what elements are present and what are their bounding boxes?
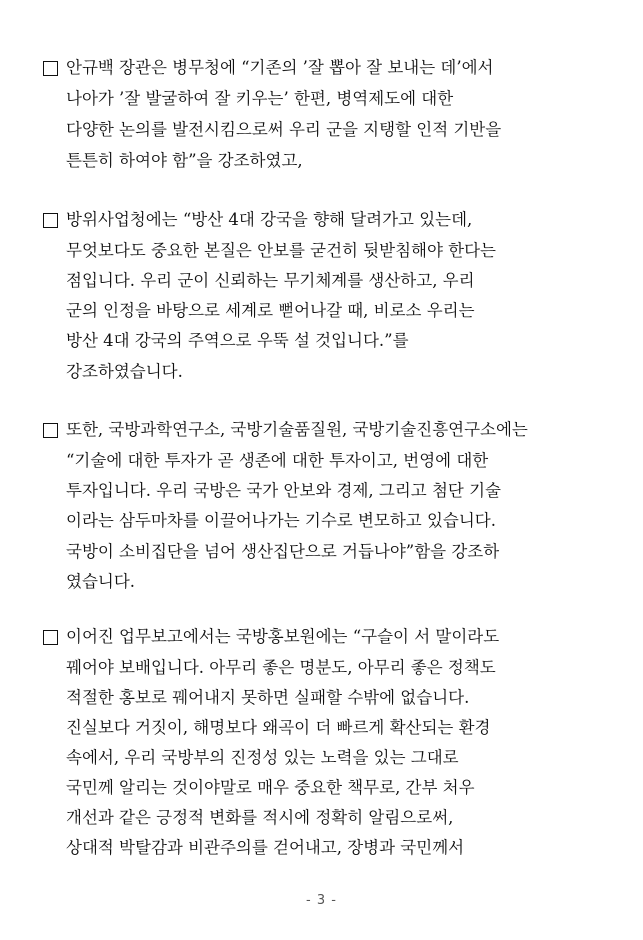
- text-line: 국방이 소비집단을 넘어 생산집단으로 거듭나야”함을 강조하: [66, 542, 500, 561]
- text-line: 진실보다 거짓이, 해명보다 왜곡이 더 빠르게 확산되는 환경: [66, 718, 491, 737]
- checkbox-icon: [43, 213, 58, 228]
- text-line: 개선과 같은 긍정적 변화를 적시에 정확히 알림으로써,: [66, 808, 454, 827]
- text-line: 또한, 국방과학연구소, 국방기술품질원, 국방기술진흥연구소에는: [66, 420, 528, 439]
- page-number: - 3 -: [306, 893, 337, 908]
- text-line: 이어진 업무보고에서는 국방홍보원에는 “구슬이 서 말이라도: [66, 627, 500, 646]
- text-line: 안규백 장관은 병무청에 “기존의 ’잘 뽑아 잘 보내는 데’에서: [66, 58, 494, 77]
- text-line: 방산 4대 강국의 주역으로 우뚝 설 것입니다.”를: [66, 331, 409, 350]
- text-line: 무엇보다도 중요한 본질은 안보를 굳건히 뒷받침해야 한다는: [66, 241, 496, 260]
- text-line: 속에서, 우리 국방부의 진정성 있는 노력을 있는 그대로: [66, 748, 459, 767]
- text-line: 나아가 ’잘 발굴하여 잘 키우는’ 한편, 병역제도에 대한: [66, 89, 454, 108]
- checkbox-icon: [43, 61, 58, 76]
- text-line: 튼튼히 하여야 함”을 강조하였고,: [66, 151, 303, 170]
- text-line: 상대적 박탈감과 비관주의를 걷어내고, 장병과 국민께서: [66, 838, 465, 857]
- text-line: 이라는 삼두마차를 이끌어나가는 기수로 변모하고 있습니다.: [66, 511, 496, 530]
- text-line: 강조하였습니다.: [66, 362, 183, 381]
- text-line: 군의 인정을 바탕으로 세계로 뻗어나갈 때, 비로소 우리는: [66, 301, 475, 320]
- text-line: 꿰어야 보배입니다. 아무리 좋은 명분도, 아무리 좋은 정책도: [66, 658, 496, 677]
- text-line: 국민께 알리는 것이야말로 매우 중요한 책무로, 간부 처우: [66, 778, 475, 797]
- text-line: “기술에 대한 투자가 곧 생존에 대한 투자이고, 번영에 대한: [66, 451, 489, 470]
- text-line: 였습니다.: [66, 572, 136, 591]
- text-line: 투자입니다. 우리 국방은 국가 안보와 경제, 그리고 첨단 기술: [66, 481, 501, 500]
- text-line: 적절한 홍보로 꿰어내지 못하면 실패할 수밖에 없습니다.: [66, 688, 470, 707]
- text-line: 방위사업청에는 “방산 4대 강국을 향해 달려가고 있는데,: [66, 210, 473, 229]
- checkbox-icon: [43, 630, 58, 645]
- text-line: 다양한 논의를 발전시킴으로써 우리 군을 지탱할 인적 기반을: [66, 120, 502, 139]
- checkbox-icon: [43, 423, 58, 438]
- text-line: 점입니다. 우리 군이 신뢰하는 무기체계를 생산하고, 우리: [66, 271, 475, 290]
